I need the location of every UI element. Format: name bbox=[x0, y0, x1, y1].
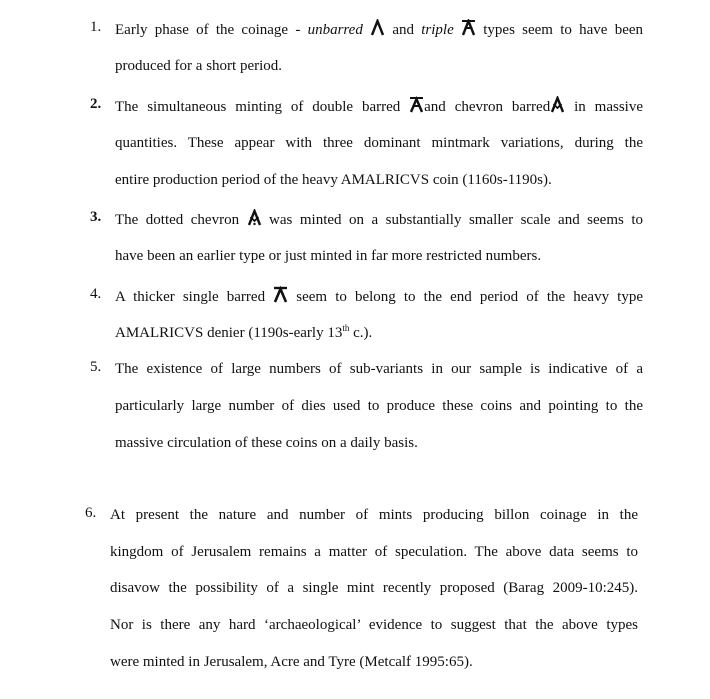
item-number: 1. bbox=[90, 19, 102, 35]
item-4-line-2: AMALRICVS denier (1190s-early 13th c.). bbox=[115, 323, 373, 341]
single-barred-a-mintmark-icon bbox=[273, 286, 288, 304]
chevron-barred-a-mintmark-icon bbox=[550, 96, 565, 114]
item-2-line-2: quantities. These appear with three dominant mintmark variations, during the bbox=[115, 135, 643, 151]
item-6-line-1: At present the nature and number of mints producing billon coinage in the bbox=[110, 507, 638, 523]
item-5-line-1: The existence of large numbers of sub-variants in our sample is indicative of a bbox=[115, 361, 643, 377]
triple-barred-a-mintmark-icon bbox=[461, 19, 476, 37]
item-number: 6. bbox=[85, 505, 97, 521]
item-number: 2. bbox=[90, 96, 102, 112]
unbarred-a-mintmark-icon bbox=[370, 19, 385, 37]
item-6-line-3: disavow the possibility of a single mint recently proposed (Barag 2009-10:245). bbox=[110, 580, 638, 596]
item-2-line-1: The simultaneous minting of double barred and chevron barred in massive bbox=[115, 96, 643, 116]
item-6-line-2: kingdom of Jerusalem remains a matter of speculation. The above data seems to bbox=[110, 544, 638, 560]
item-3-line-2: have been an earlier type or just minted in far more restricted numbers. bbox=[115, 248, 542, 264]
item-6-line-5: were minted in Jerusalem, Acre and Tyre (Metcalf 1995:65). bbox=[110, 654, 473, 670]
item-number: 4. bbox=[90, 286, 102, 302]
item-2-line-3: entire production period of the heavy AMALRICVS coin (1160s-1190s). bbox=[115, 172, 552, 188]
double-barred-a-mintmark-icon bbox=[409, 96, 424, 114]
item-5-line-3: massive circulation of these coins on a daily basis. bbox=[115, 435, 418, 451]
item-6-line-4: Nor is there any hard ‘archaeological’ evidence to suggest that the above types bbox=[110, 617, 638, 633]
item-1-line-1: Early phase of the coinage - unbarred and triple types seem to have been bbox=[115, 19, 643, 39]
item-number: 3. bbox=[90, 209, 102, 225]
item-1-line-2: produced for a short period. bbox=[115, 58, 283, 74]
item-number: 5. bbox=[90, 359, 102, 375]
item-3-line-1: The dotted chevron was minted on a substantially smaller scale and seems to bbox=[115, 209, 643, 229]
item-4-line-1: A thicker single barred seem to belong to the end period of the heavy type bbox=[115, 286, 643, 306]
item-5-line-2: particularly large number of dies used to produce these coins and pointing to the bbox=[115, 398, 643, 414]
dotted-chevron-a-mintmark-icon bbox=[247, 209, 262, 227]
